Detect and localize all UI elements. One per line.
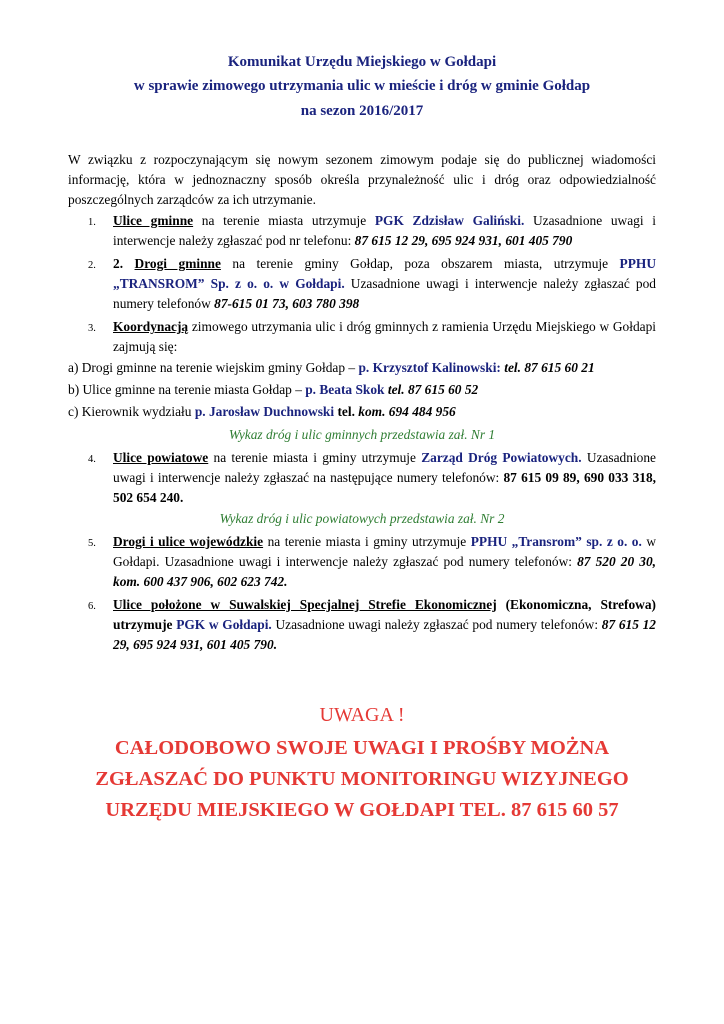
item-text-1: zimowego utrzymania ulic i dróg gminnych z ramienia Urzędu Miejskiego w Gołdapi zajmują się:: [113, 319, 656, 354]
warning-body: [58, 733, 666, 826]
item-text-2: w Gołdapi. Uzasadnione uwagi i interwencje należy zgłaszać pod numery telefonów:: [113, 534, 656, 569]
item-lead: Ulice gminne: [113, 213, 194, 228]
warning-line-3: URZĘDU MIEJSKIEGO W GOŁDAPI TEL. 87 615 60 57: [105, 799, 619, 821]
title-line-3: na sezon 2016/2017: [300, 103, 424, 119]
item-organization: PGK w Gołdapi.: [176, 617, 272, 632]
list-number: 3.: [88, 323, 96, 334]
item-text-1: na terenie miasta utrzymuje: [193, 213, 375, 228]
item-phones: 87 615 12 29, 695 924 931, 601 405 790.: [113, 617, 657, 652]
list-number: 2.: [88, 260, 96, 271]
warning-line-2: ZGŁASZAĆ DO PUNKTU MONITORINGU WIZYJNEGO: [95, 768, 629, 790]
contact-tel-label: tel.: [334, 404, 359, 419]
contact-phone: 87 615 60 21: [524, 360, 595, 375]
item-prefix: 2.: [113, 256, 135, 271]
item-organization: PPHU „Transrom” sp. z o. o.: [470, 534, 642, 549]
contact-phone: kom. 694 484 956: [358, 404, 456, 419]
item-phones: 87-615 01 73, 603 780 398: [214, 296, 360, 311]
list-number: 5.: [88, 538, 96, 549]
contact-tel-label: tel.: [500, 360, 525, 375]
item-phones: 87 615 12 29, 695 924 931, 601 405 790: [354, 233, 573, 248]
item-text-1: (Ekonomiczna, Strefowa) utrzymuje: [113, 597, 656, 632]
list-number: 4.: [88, 454, 96, 465]
list-item-text: [113, 448, 656, 508]
contact-prefix: b) Ulice gminne na terenie miasta Gołdap –: [68, 382, 306, 397]
item-text-1: na terenie gminy Gołdap, poza obszarem miasta, utrzymuje: [220, 256, 620, 271]
contact-line-b: [68, 380, 668, 400]
note-gminne: Wykaz dróg i ulic gminnych przedstawia zał. Nr 1: [228, 427, 496, 442]
contact-name: p. Jarosław Duchnowski: [194, 404, 335, 419]
title-line-2: w sprawie zimowego utrzymania ulic w mieście i dróg w gminie Gołdap: [133, 78, 591, 94]
contact-prefix: c) Kierownik wydziału: [68, 404, 195, 419]
item-organization: PGK Zdzisław Galiński.: [374, 213, 525, 228]
warning-title: UWAGA !: [319, 704, 405, 726]
item-text-2: Uzasadnione uwagi i interwencje należy zgłaszać na następujące numery telefonów:: [113, 450, 656, 485]
intro-paragraph: W związku z rozpoczynającym się nowym sezonem zimowym podaje się do publicznej wiadomości informację, która w jednoznaczny sposób określa przynależność ulic i dróg oraz odpowiedzialność poszczególnych zarządców za ich utrzymanie.: [68, 152, 656, 207]
contact-name: p. Beata Skok: [305, 382, 385, 397]
contact-name: p. Krzysztof Kalinowski:: [358, 360, 501, 375]
item-lead: Drogi gminne: [134, 256, 221, 271]
list-number: 6.: [88, 601, 96, 612]
warning-line-1: CAŁODOBOWO SWOJE UWAGI I PROŚBY MOŻNA: [114, 737, 610, 759]
item-text-2: Uzasadnione uwagi i interwencje należy zgłaszać pod numery telefonów: [113, 276, 656, 311]
list-item-text: [113, 254, 656, 314]
title-line-1: Komunikat Urzędu Miejskiego w Gołdapi: [227, 54, 497, 70]
item-lead: Ulice powiatowe: [113, 450, 209, 465]
contact-phone: 87 615 60 52: [407, 382, 479, 397]
contact-line-c: [68, 402, 668, 422]
item-text-1: na terenie miasta i gminy utrzymuje: [263, 534, 471, 549]
item-organization: PPHU „TRANSROM” Sp. z o. o. w Gołdapi.: [113, 256, 656, 291]
item-lead: Koordynacją: [113, 319, 189, 334]
contact-prefix: a) Drogi gminne na terenie wiejskim gminy Gołdap –: [68, 360, 359, 375]
note-powiatowe: Wykaz dróg i ulic powiatowych przedstawia zał. Nr 2: [219, 511, 505, 526]
item-text-1: na terenie miasta i gminy utrzymuje: [208, 450, 422, 465]
list-item-text: [113, 595, 656, 655]
item-text-2: Uzasadnione uwagi i interwencje należy zgłaszać pod nr telefonu:: [113, 213, 656, 248]
item-phones: 87 615 09 89, 690 033 318, 502 654 240.: [113, 470, 656, 505]
item-lead: Ulice położone w Suwalskiej Specjalnej Strefie Ekonomicznej: [113, 597, 497, 612]
item-organization: Zarząd Dróg Powiatowych.: [421, 450, 582, 465]
list-item-text: [113, 532, 656, 592]
list-number: 1.: [88, 217, 96, 228]
contact-tel-label: tel.: [384, 382, 408, 397]
item-text-2: Uzasadnione uwagi należy zgłaszać pod numery telefonów:: [271, 617, 602, 632]
list-item-text: [113, 211, 656, 251]
item-lead: Drogi i ulice wojewódzkie: [113, 534, 264, 549]
item-phones: 87 520 20 30, kom. 600 437 906, 602 623 742.: [113, 554, 656, 589]
contact-line-a: [68, 358, 668, 378]
list-item-text: [113, 317, 656, 357]
